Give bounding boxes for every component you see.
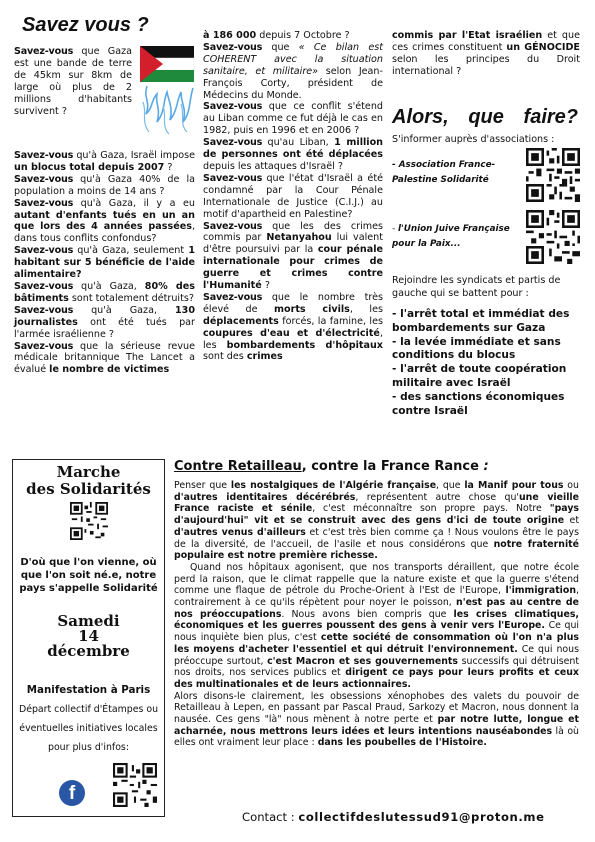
text: , dans tous conflits confondus? — [14, 221, 195, 245]
left-p8 — [14, 341, 195, 377]
marche-title — [13, 464, 164, 498]
text: qu'à Gaza, seulement — [73, 245, 189, 257]
text: ont été tués par l'armée israélienne ? — [14, 316, 195, 340]
text: que la sérieuse revue médicale britannique The Lancet a évalué — [14, 340, 195, 376]
savez-vous-label: Savez-vous — [14, 197, 74, 209]
text: qu'à Gaza, Israël impose — [73, 150, 195, 161]
main-title — [174, 459, 584, 474]
contact-line — [242, 810, 545, 824]
assoc-ujfp — [392, 222, 516, 252]
savez-vous-label: Savez-vous — [14, 245, 74, 257]
manif-paris: Manifestation à Paris — [26, 684, 151, 696]
qr-code-icon[interactable] — [526, 148, 580, 202]
bold-text: une vieille France raciste et sénile — [174, 491, 579, 515]
bold-text: dirigent ce pays pour leurs profits et ceux des multinationales et de leurs actionnaires. — [174, 667, 579, 690]
bold-text: morts civils — [274, 303, 350, 315]
bold-text: le nombre de victimes — [49, 364, 170, 376]
text: depuis les attaques d'Israël ? — [203, 160, 343, 172]
bold-text: dans les poubelles de l'Histoire. — [317, 737, 487, 749]
mid-p3 — [203, 101, 383, 137]
savez-vous-label: Savez-vous — [203, 41, 263, 53]
bold-text: "pays d'aujourd'hui" vit et se construit avec des gens d'ici de toute origine — [174, 503, 580, 527]
title-colon: : — [478, 459, 489, 474]
bold-text: autant d'enfants tués en un an que lors des 4 années passées — [14, 209, 195, 233]
text: , contrairement à ce qu'ils répètent pour noyer le poisson, — [174, 585, 579, 609]
savez-vous-label: Savez-vous — [203, 291, 263, 303]
text: qu'au Liban, — [262, 137, 335, 149]
mid-p7 — [203, 292, 383, 363]
demand-item: - des sanctions économiques contre Israël — [392, 390, 565, 417]
mid-p2 — [203, 42, 383, 102]
marche-title-line1: Marche — [56, 463, 121, 481]
bold-text: cour pénale internationale pour crimes de guerre et crimes contre l'Humanité — [203, 244, 383, 292]
text: , les — [203, 327, 383, 351]
text: successifs qui détruisent nos droits, nos services publics et — [174, 655, 579, 679]
left-p3 — [14, 174, 195, 198]
qr-code-icon[interactable] — [70, 502, 108, 540]
demand-item: - la levée immédiate et sans conditions du blocus — [392, 335, 561, 362]
text: qu'à Gaza, — [73, 304, 175, 316]
text: ? — [164, 161, 173, 173]
savez-vous-label: Savez-vous — [14, 304, 74, 316]
text: sont totalement détruits? — [68, 292, 194, 304]
bold-text: n'est pas au centre de nos préoccupations — [174, 597, 579, 620]
text: que Gaza est une bande de terre de 45km sur 8km de large où plus de 2 millions d'habitants survivent ? — [14, 46, 132, 117]
text: que — [262, 41, 299, 53]
text: qu'à Gaza 40% de la population a moins de 14 ans ? — [14, 173, 195, 197]
left-p2 — [14, 150, 195, 174]
left-column-text — [14, 150, 195, 376]
text: ou — [563, 480, 579, 491]
text: , c'est méconnaître son propre pays. Notre — [312, 503, 550, 515]
contact-label: Contact : — [242, 810, 299, 824]
bold-text: coupures d'eau et d'électricité — [203, 327, 380, 339]
date-day: Samedi — [57, 612, 120, 630]
left-title: Savez vous ? — [22, 14, 149, 36]
depart-text: Départ collectif d'Étampes ou éventuelles initiatives locales pour plus d'infos: — [18, 704, 159, 753]
text: Alors disons-le clairement, les obsessions xénophobes des valets du pouvoir de Retailleau à Lepen, en passant par Pascal Praud, Sarkozy et Macron, nous donnent la nausée. Ces gens "là" nous mènent à notre perte et — [174, 690, 579, 726]
left-p1 — [14, 46, 132, 117]
bold-text: un blocus total depuis 2007 — [14, 161, 165, 173]
qr-code-icon[interactable] — [113, 763, 157, 807]
bold-text: bombardements d'hôpitaux — [226, 339, 383, 351]
text: que le nombre très élevé de — [203, 291, 383, 315]
text: Ce qui nous préoccupe surtout, — [174, 643, 579, 667]
text: . Nous avons bien compris que — [281, 608, 454, 620]
contact-email[interactable]: collectifdeslutessud91@proton.me — [298, 810, 545, 824]
join-text: Rejoindre les syndicats et partis de gauche qui se battent pour : — [392, 275, 561, 299]
mid-p5 — [203, 173, 383, 221]
article-para-2 — [174, 562, 579, 691]
demand-item: - l'arrêt total et immédiat des bombardements sur Gaza — [392, 308, 570, 334]
text: et c'est très bien comme ça ! Nous voulons être le pays de la diversité, de l'accueil, de l'asile et nous considérons que — [174, 526, 579, 550]
bold-text: Netanyahou — [266, 232, 332, 244]
text: qu'à Gaza, — [73, 280, 145, 292]
bold-text: les crises climatiques, économiques et les guerres poussent des gens à venir vers l'Europe. — [174, 608, 579, 632]
text: que les des crimes commis par — [203, 220, 383, 244]
text: Penser que — [174, 480, 231, 491]
qr-code-icon[interactable] — [526, 210, 580, 264]
bold-text: 1 habitant sur 5 bénéficie de l'aide alimentaire? — [14, 245, 195, 281]
text: et — [564, 515, 579, 527]
bold-text: c'est Macron et ses gouvernements — [267, 655, 458, 667]
bold-text: 130 journalistes — [14, 304, 195, 328]
text: selon les principes du Droit international ? — [392, 53, 580, 77]
savez-vous-label: Savez-vous — [14, 280, 74, 292]
text: ? — [261, 280, 270, 292]
text: qu'à Gaza, il y a eu — [73, 197, 195, 209]
right-intro — [392, 30, 580, 78]
demand-item: - l'arrêt de toute coopération militaire avec Israël — [392, 363, 567, 389]
left-p4 — [14, 198, 195, 246]
text: , les — [349, 303, 383, 315]
bold-text: commis par l'Etat israélien — [392, 30, 543, 41]
text: sont des — [203, 351, 247, 363]
text: Quand nos hôpitaux agonisent, que nos transports déraillent, que notre école perd la raison, que le climat rappelle que la nature existe et que la guerre s'étend comme une flaque de pétrole du Proche-Orient à l'Est de l'Europe, — [174, 561, 579, 597]
title-rest: , contre la France Rance — [301, 459, 479, 474]
mid-p4 — [203, 137, 383, 173]
bold-text: d'autres venus d'ailleurs — [174, 526, 306, 538]
text: , représentent autre chose qu' — [355, 491, 519, 503]
marche-slogan: D'où que l'on vienne, où que l'on soit né.e, notre pays s'appelle Solidarité — [19, 557, 158, 594]
marche-date — [13, 614, 164, 659]
bold-text: crimes — [246, 351, 283, 363]
mid-p1 — [203, 30, 383, 42]
assoc-afps: - Association France-Palestine Solidarité — [392, 160, 496, 185]
text: , que — [436, 480, 465, 491]
title-retailleau: Contre Retailleau — [174, 459, 302, 474]
right-title: Alors, que faire? — [392, 106, 578, 128]
left-p5 — [14, 245, 195, 281]
bold-text: cette société de consommation où l'on n'a plus les moyens d'acheter l'essentiel et qui détruit l'environnement. — [174, 632, 579, 655]
palestine-flag-drawing-icon — [137, 42, 197, 138]
facebook-icon[interactable]: f — [59, 780, 85, 806]
text: depuis 7 Octobre ? — [256, 30, 350, 41]
info-text: S'informer auprès d'associations : — [392, 134, 555, 145]
text: Ce qui nous inquiète bien plus, c'est — [174, 620, 579, 644]
text: forcés, la famine, les — [278, 315, 383, 327]
bold-text: la Manif pour tous — [464, 480, 564, 491]
text: lui valent d'être poursuivi par la — [203, 232, 383, 256]
savez-vous-label: Savez-vous — [203, 172, 263, 184]
article-para-1 — [174, 480, 579, 562]
text: - — [392, 224, 398, 234]
bold-text: les nostalgiques de l'Algérie française — [230, 480, 437, 491]
bold-text: un GÉNOCIDE — [506, 41, 580, 53]
left-p7 — [14, 305, 195, 341]
demands-list — [392, 308, 582, 418]
italic-quote: « Ce bilan est COHERENT avec la situation sanitaire, et militaire» — [203, 41, 384, 77]
middle-column-text — [203, 30, 383, 363]
date-month: décembre — [47, 642, 130, 660]
bold-text: l'Union Juive Française pour la Paix... — [392, 224, 510, 249]
text: et que ces crimes constituent — [392, 30, 580, 53]
savez-vous-label: Savez-vous — [14, 340, 74, 352]
savez-vous-label: Savez-vous — [203, 137, 263, 149]
savez-vous-label: Savez-vous — [14, 150, 74, 161]
left-p6 — [14, 281, 195, 305]
text: que ce conflit s'étend au Liban comme ce fut déjà le cas en 1982, puis en 1996 et en 2006 ? — [203, 101, 383, 137]
bold-text: d'autres identitaires décérébrés — [174, 491, 356, 503]
right-p1 — [392, 30, 580, 78]
bold-text: à 186 000 — [203, 30, 257, 41]
bold-text: déplacements — [203, 315, 279, 327]
bold-text: par notre lutte, longue et acharnée, nous mettrons leurs idées et leurs intentions nauséabondes — [174, 714, 579, 737]
date-number: 14 — [78, 627, 99, 645]
main-article — [174, 480, 579, 749]
bold-text: notre fraternité populaire est notre première richesse. — [174, 538, 579, 562]
bold-text: 1 million de personnes ont été déplacées — [203, 137, 383, 161]
savez-vous-label: Savez-vous — [14, 46, 74, 57]
article-para-3 — [174, 691, 579, 750]
text: selon Jean-François Corty, président de Médecins du Monde. — [203, 65, 383, 101]
marche-title-line2: des Solidarités — [26, 480, 151, 498]
text: là où elles ont vraiment leur place : — [174, 725, 579, 749]
bold-text: l'immigration — [505, 585, 577, 597]
text: que l'état d'Israël a été condamné par la Cour Pénale Internationale de Justice (C.I.J.) au motif d'apartheid en Palestine? — [203, 172, 383, 220]
marche-box — [12, 459, 165, 817]
mid-p6 — [203, 221, 383, 292]
bold-text: 80% des bâtiments — [14, 280, 195, 304]
savez-vous-label: Savez-vous — [203, 101, 263, 113]
savez-vous-label: Savez-vous — [14, 173, 74, 185]
savez-vous-label: Savez-vous — [203, 220, 263, 232]
